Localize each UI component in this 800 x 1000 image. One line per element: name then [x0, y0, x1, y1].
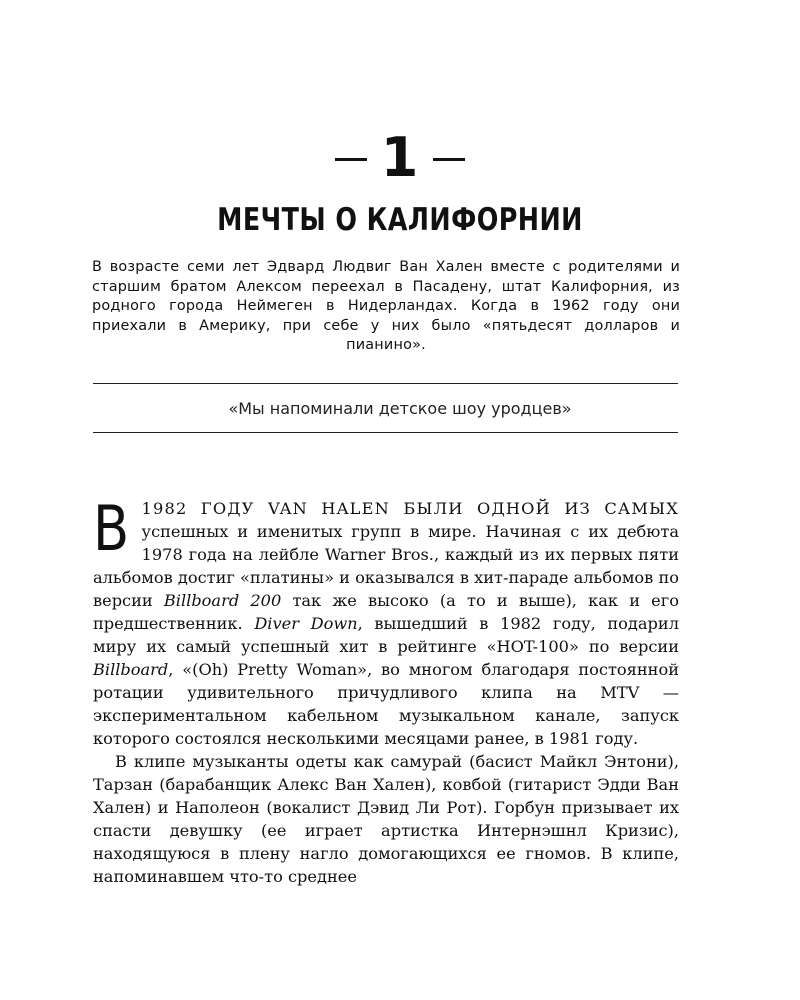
paragraph-1-text-a: успешных и именитых групп в мире. Начиная с их дебюта 1978 года на лейбле Warner Bros., каждый из их первых пяти альбомов достиг «платины» и оказывался в хит-параде альбомов по версии [93, 522, 679, 610]
paragraph-1-italic-2: Diver Down [254, 614, 358, 633]
dash-left [335, 158, 367, 161]
chapter-number [0, 128, 800, 188]
epigraph-rule-top [93, 383, 678, 384]
paragraph-1-text-c: , вышедший в 1982 году, подарил миру их самый успешный хит в рейтинге «HOT-100» по версии [93, 614, 679, 656]
paragraph-1 [93, 492, 679, 750]
dash-right [433, 158, 465, 161]
epigraph: «Мы напоминали детское шоу уродцев» [228, 399, 572, 418]
paragraph-1-text-b: так же высоко (а то и выше), как и его предшественник. [93, 591, 679, 633]
drop-cap: В [93, 492, 130, 565]
body-text [93, 492, 679, 888]
paragraph-2: В клипе музыканты одеты как самурай (басист Майкл Энтони), Тарзан (барабанщик Алекс Ван Хален), ковбой (гитарист Эдди Ван Хален) и Наполеон (вокалист Дэвид Ли Рот). Горбун призывает их спасти девушку (ее играет артистка Интернэшнл Кризис), находящуюся в плену нагло домогающихся ее гномов. В клипе, напоминавшем что-то среднее [93, 752, 679, 886]
paragraph-1-italic-1: Billboard 200 [163, 591, 282, 610]
paragraph-1-text-d: , «(Oh) Pretty Woman», во многом благодаря постоянной ротации удивительного причудливого клипа на MTV — экспериментальном кабельном музыкальном канале, запуск которого состоялся несколькими месяцами ранее, в 1981 году. [93, 660, 679, 748]
paragraph-1-lead: 1982 ГОДУ VAN HALEN БЫЛИ ОДНОЙ ИЗ САМЫХ [141, 499, 679, 518]
chapter-title: МЕЧТЫ О КАЛИФОРНИИ [217, 202, 583, 238]
epigraph-rule-bottom [93, 432, 678, 433]
chapter-intro: В возрасте семи лет Эдвард Людвиг Ван Хален вместе с родителями и старшим братом Алексом переехал в Пасадену, штат Калифорния, из родного города Неймеген в Нидерландах. Когда в 1962 году они приехали в Америку, при себе у них было «пятьдесят долларов и пианино». [92, 259, 680, 353]
paragraph-1-italic-3: Billboard [93, 660, 169, 679]
chapter-number-text: 1 [380, 126, 420, 189]
